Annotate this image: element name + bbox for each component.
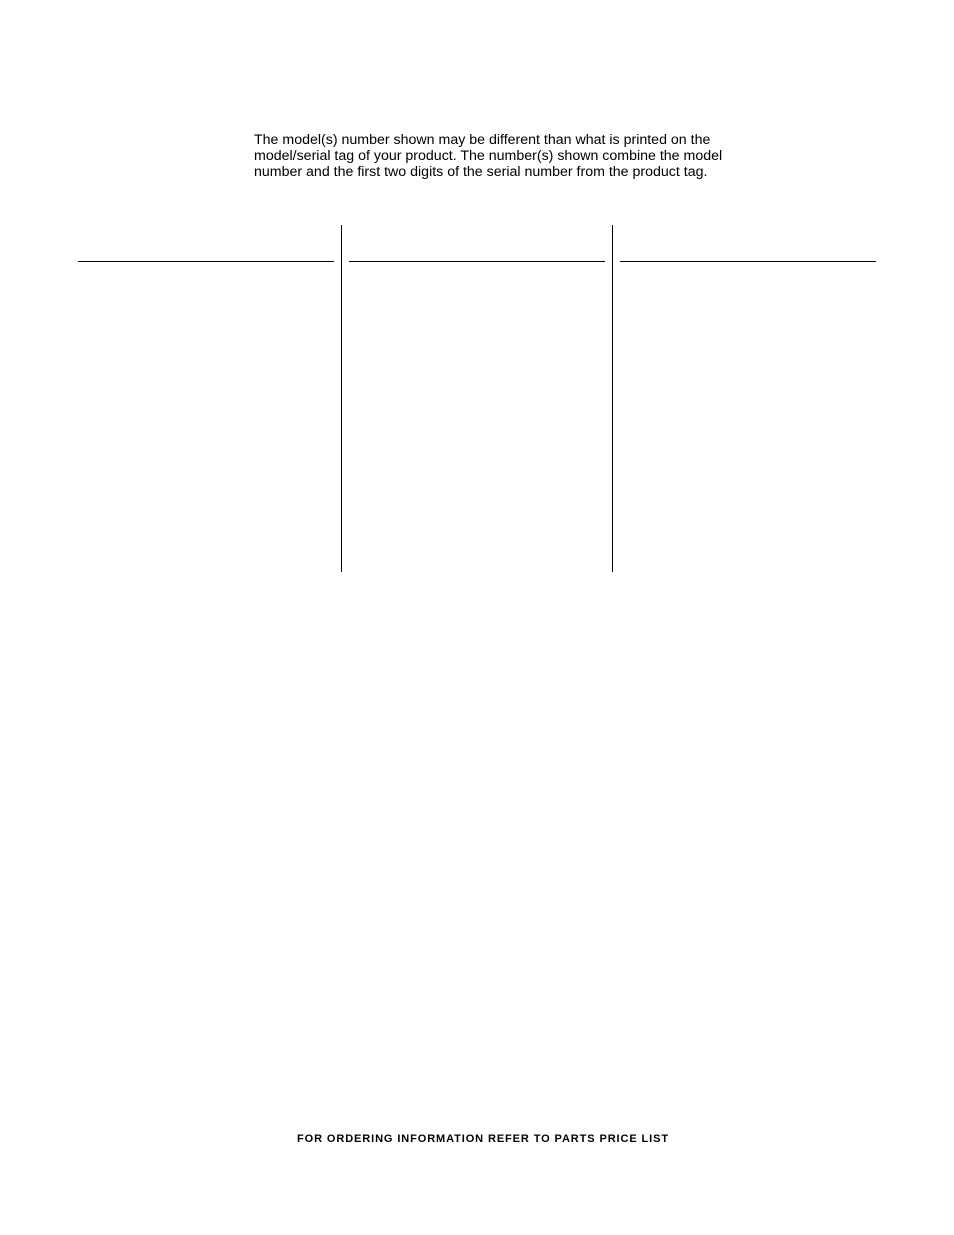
column-1-header-rule (78, 261, 334, 262)
column-3-header-rule (620, 261, 876, 262)
ordering-info-footer: FOR ORDERING INFORMATION REFER TO PARTS PRICE LIST (297, 1133, 669, 1145)
notice-line-1: The model(s) number shown may be different than what is printed on the (254, 132, 711, 148)
model-number-notice (254, 132, 774, 180)
notice-line-3: number and the first two digits of the serial number from the product tag. (254, 164, 708, 180)
notice-line-2: model/serial tag of your product. The number(s) shown combine the model (254, 148, 723, 164)
column-2-header-rule (349, 261, 605, 262)
column-divider-1 (341, 225, 342, 572)
column-divider-2 (612, 225, 613, 572)
